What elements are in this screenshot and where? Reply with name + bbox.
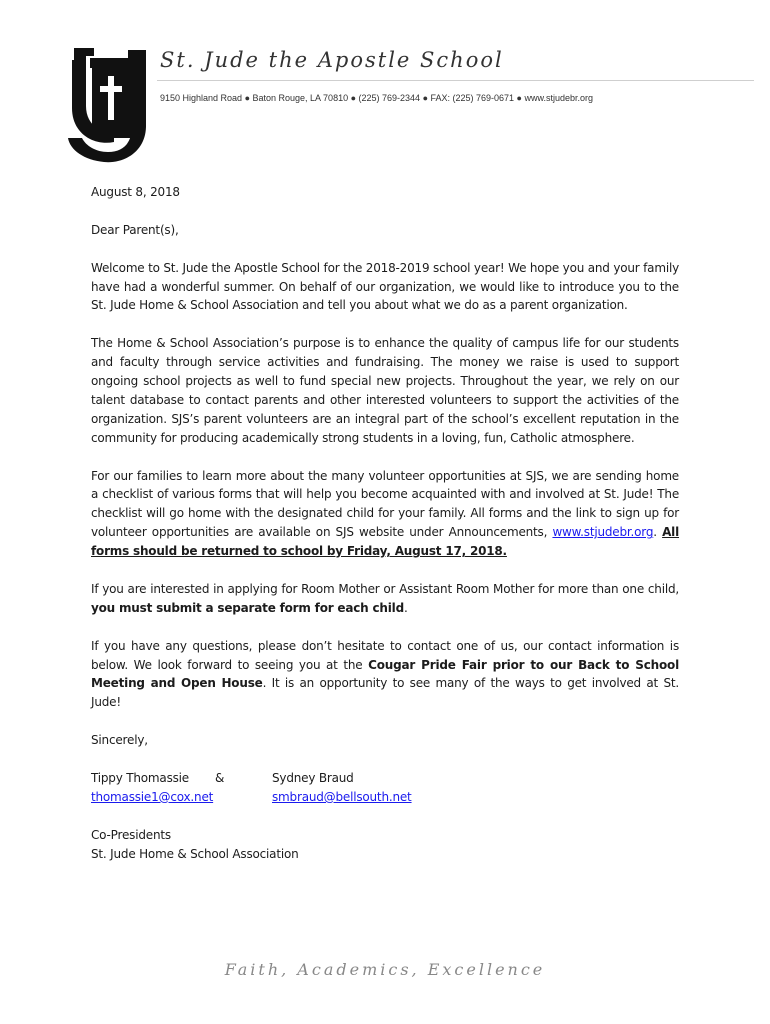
deadline-notice: All forms should be returned to school by Friday, August 17, 2018.	[91, 525, 680, 559]
paragraph-questions	[91, 637, 679, 713]
signer1-name: Tippy Thomassie	[91, 770, 189, 785]
signer-organization: St. Jude Home & School Association	[91, 846, 299, 861]
website-link[interactable]: www.stjudebr.org	[552, 525, 654, 540]
letter-body	[91, 183, 679, 863]
paragraph-room-mother-end: .	[403, 600, 408, 615]
school-logo	[64, 46, 148, 164]
paragraph-welcome: Welcome to St. Jude the Apostle School for the 2018-2019 school year! We hope you and your family have had a wonderful summer. On behalf of our organization, we would like to introduce you to the St. Jude Home & School Association and tell you about what we do as a parent organization.	[91, 260, 679, 313]
signer1-email-link[interactable]: thomassie1@cox.net	[91, 789, 214, 804]
signer2-email-link[interactable]: smbraud@bellsouth.net	[272, 789, 412, 804]
signer-emails-row	[91, 788, 679, 807]
school-address: 9150 Highland Road ● Baton Rouge, LA 70810 ● (225) 769-2344 ● FAX: (225) 769-0671 ● www.stjudebr.org	[160, 93, 594, 103]
paragraph-volunteer-sep: .	[653, 525, 663, 540]
paragraph-room-mother-text: If you are interested in applying for Room Mother or Assistant Room Mother for more than one child,	[91, 581, 679, 596]
school-motto: Faith, Academics, Excellence	[224, 960, 546, 979]
paragraph-volunteer-text: For our families to learn more about the many volunteer opportunities at SJS, we are sending home a checklist of various forms that will help you become acquainted with and involved at St. Jude! The checklist will go home with the designated child for your family. All forms and the link to sign up for volunteer opportunities are available on SJS website under Announcements,	[91, 468, 679, 540]
paragraph-room-mother	[91, 580, 679, 618]
signer-title: Co-Presidents	[91, 827, 171, 842]
paragraph-volunteer	[91, 467, 679, 562]
signer-ampersand: &	[215, 770, 225, 785]
letter-salutation: Dear Parent(s),	[91, 222, 179, 237]
school-name: St. Jude the Apostle School	[160, 48, 504, 72]
paragraph-questions-text1: If you have any questions, please don’t hesitate to contact one of us, our contact information is below. We look forward to seeing you at the	[91, 638, 679, 672]
signer-names-row	[91, 769, 679, 788]
event-notice: Cougar Pride Fair prior to our Back to School Meeting and Open House	[91, 657, 679, 691]
paragraph-questions-text2: . It is an opportunity to see many of the ways to get involved at St. Jude!	[91, 676, 679, 710]
separate-form-notice: you must submit a separate form for each child	[91, 600, 404, 615]
letter-date: August 8, 2018	[91, 185, 180, 199]
paragraph-purpose: The Home & School Association’s purpose is to enhance the quality of campus life for our students and faculty through service activities and fundraising. The money we raise is used to support ongoing school projects as well to fund special new projects. Throughout the year, we rely on our talent database to contact parents and other interested volunteers to support the activities of the organization. SJS’s parent volunteers are an integral part of the school’s excellent reputation in the community for producing academically strong students in a loving, fun, Catholic atmosphere.	[91, 336, 679, 445]
letter-closing: Sincerely,	[91, 733, 148, 748]
signature-block	[91, 769, 679, 863]
signer2-name: Sydney Braud	[272, 770, 354, 785]
header-divider	[157, 80, 754, 81]
